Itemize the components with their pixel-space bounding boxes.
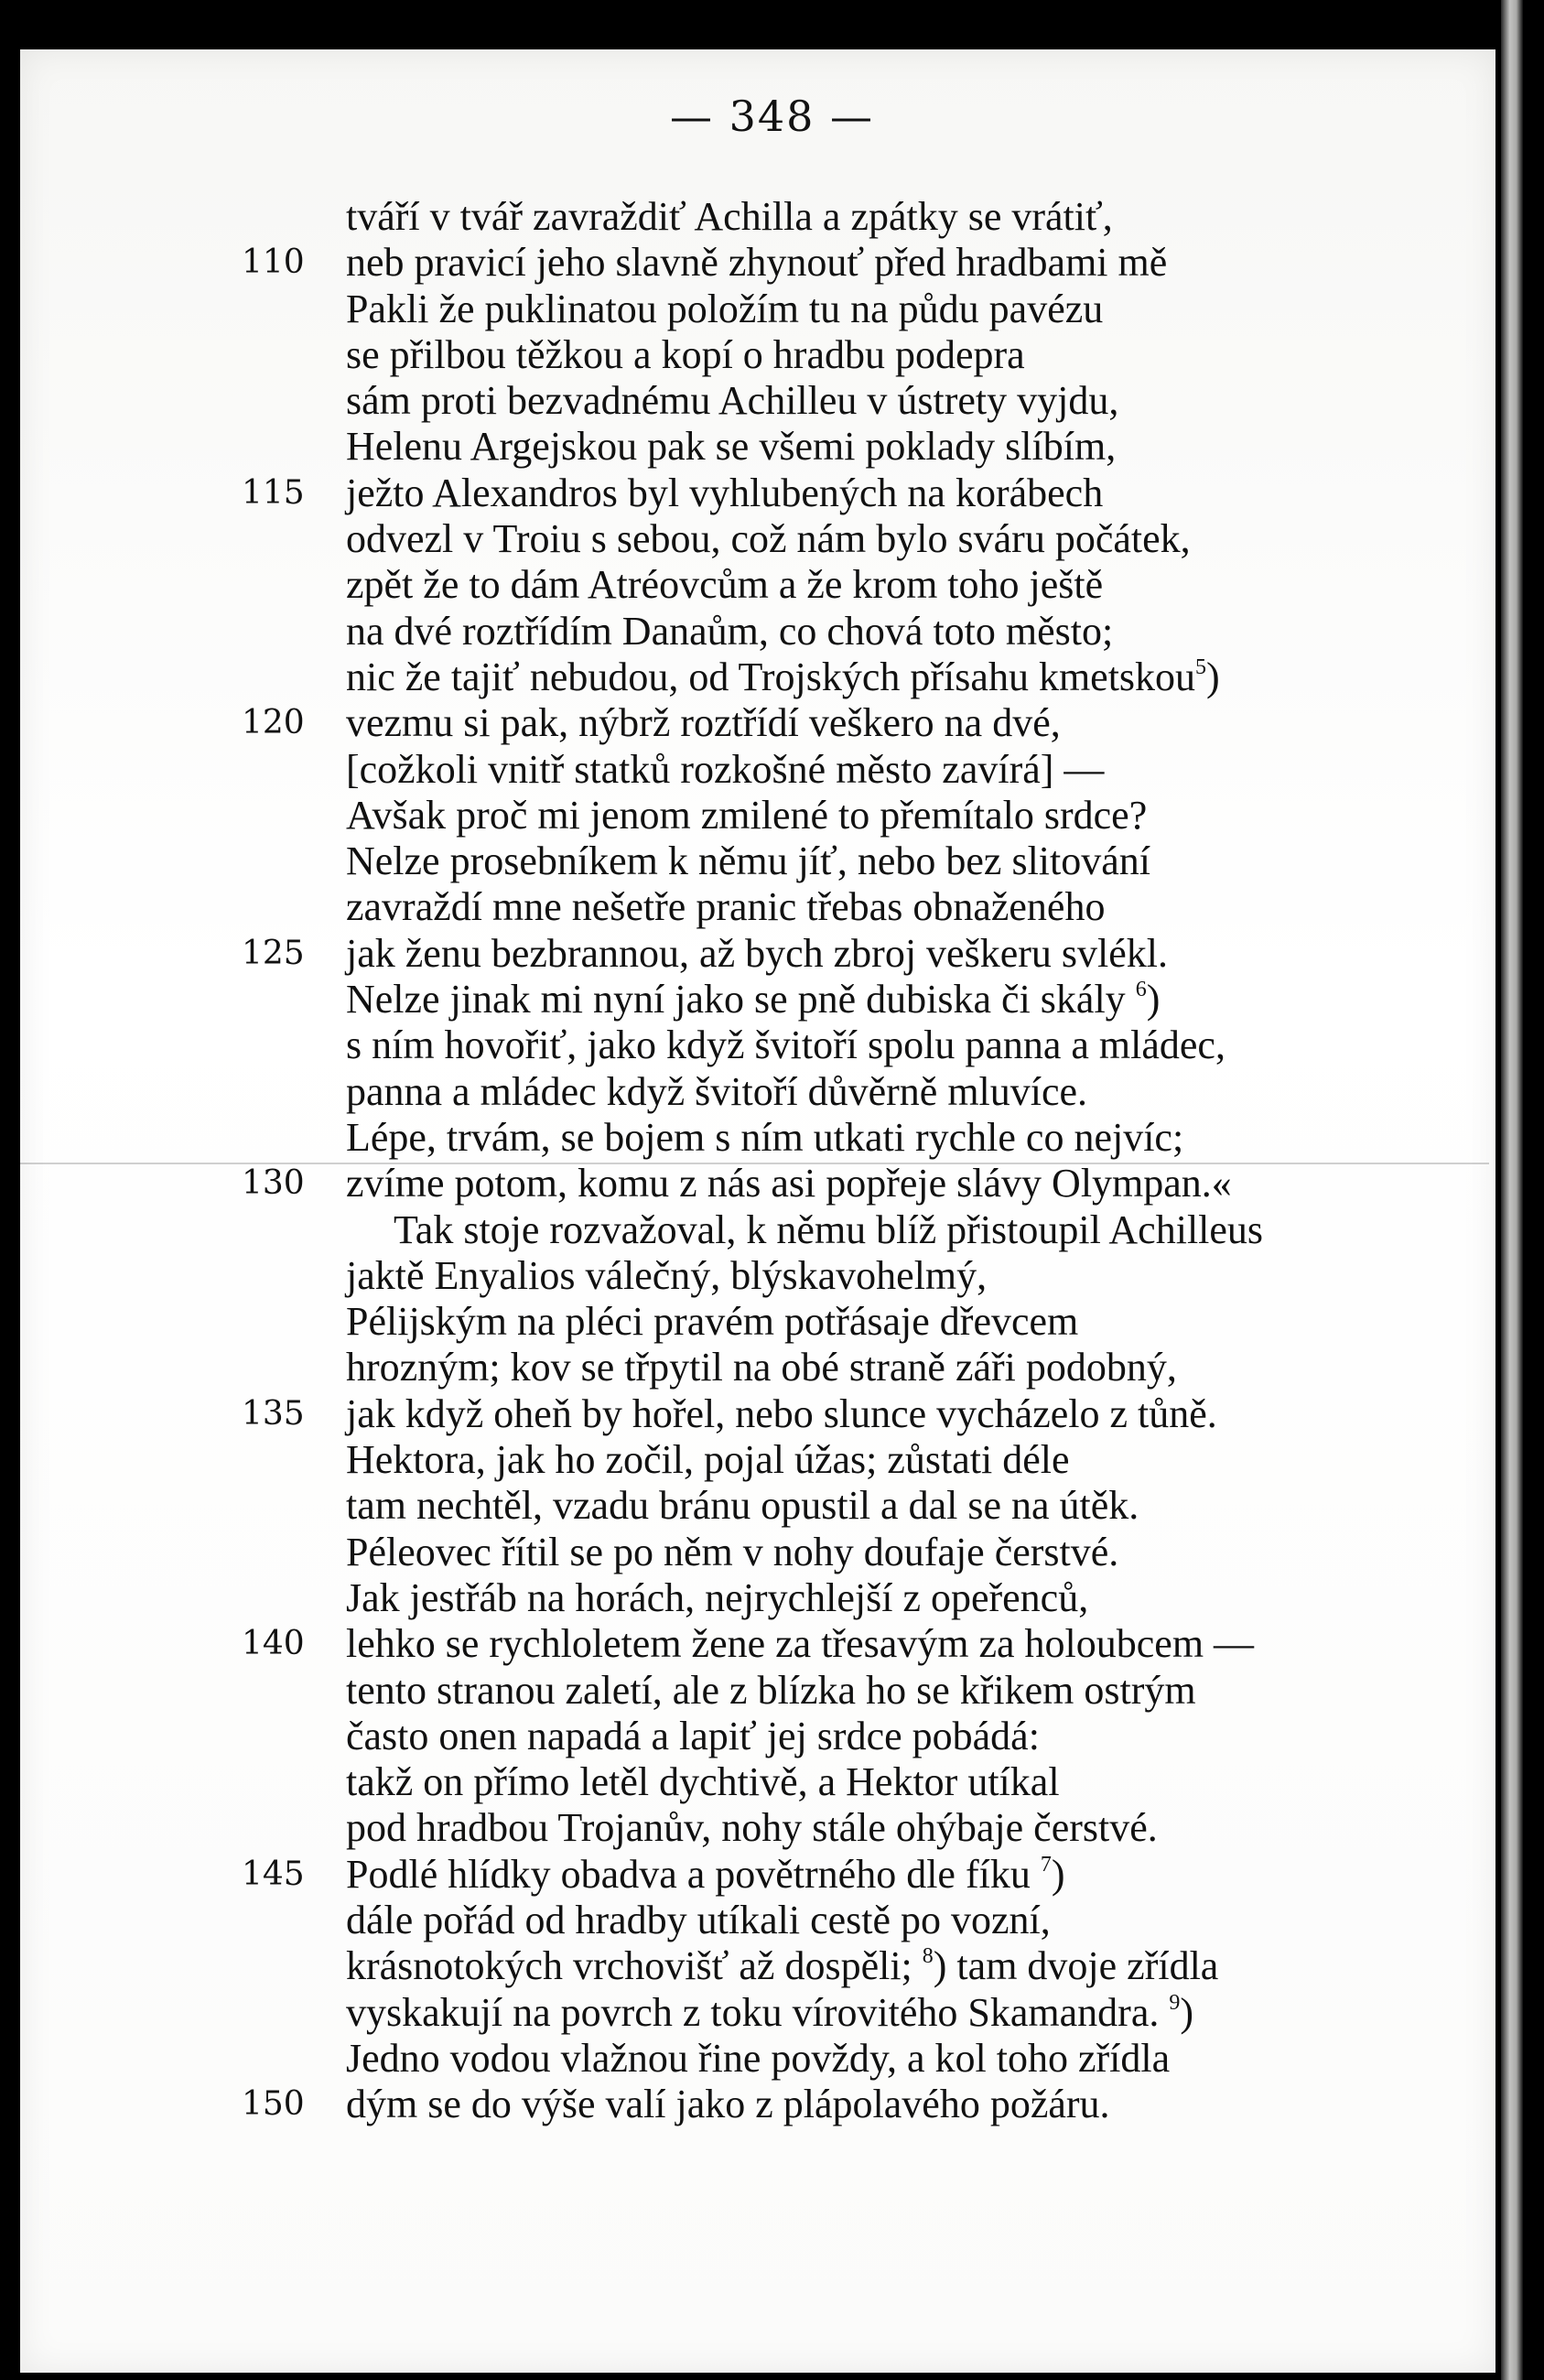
text-segment: lehko se rychloletem žene za třesavým za holoubcem — xyxy=(346,1621,1255,1667)
line-text xyxy=(346,1852,1064,1898)
text-segment: vezmu si pak, nýbrž roztřídí veškero na dvé, xyxy=(346,700,1061,746)
poem-line xyxy=(0,471,1544,516)
text-segment: Tak stoje rozvažoval, k němu blíž přistoupil Achilleus xyxy=(394,1206,1264,1252)
poem-line xyxy=(0,1437,1544,1483)
text-segment: ) xyxy=(1180,1989,1194,2035)
line-text xyxy=(346,1714,1040,1759)
line-text xyxy=(346,793,1147,838)
line-text xyxy=(346,838,1150,884)
poem-line xyxy=(0,1161,1544,1206)
text-segment: Podlé hlídky obadva a povětrného dle fíku xyxy=(346,1851,1041,1897)
poem-line xyxy=(0,1391,1544,1437)
text-segment: dále pořád od hradby utíkali cestě po vozní, xyxy=(346,1897,1051,1942)
line-text xyxy=(346,931,1168,977)
line-text xyxy=(346,194,1113,240)
poem-line xyxy=(0,332,1544,378)
line-text xyxy=(346,2082,1110,2127)
line-text xyxy=(346,1069,1087,1115)
line-text xyxy=(346,287,1103,332)
text-segment: Lépe, trvám, se bojem s ním utkati rychle co nejvíc; xyxy=(346,1114,1184,1160)
poem-line xyxy=(0,1115,1544,1161)
text-segment: Jak jestřáb na horách, nejrychlejší z opeřenců, xyxy=(346,1574,1089,1620)
line-text xyxy=(346,654,1220,700)
poem-line xyxy=(0,562,1544,608)
text-segment: tam nechtěl, vzadu bránu opustil a dal se na útěk. xyxy=(346,1483,1139,1529)
text-segment: pod hradbou Trojanův, nohy stále ohýbaje čerstvé. xyxy=(346,1805,1158,1851)
line-number: 115 xyxy=(242,473,305,512)
poem-line xyxy=(0,1759,1544,1805)
poem-line xyxy=(0,2082,1544,2127)
text-segment: zvíme potom, komu z nás asi popřeje slávy Olympan.« xyxy=(346,1161,1232,1206)
poem-line xyxy=(0,1345,1544,1390)
line-text xyxy=(346,424,1116,470)
line-text xyxy=(346,747,1104,793)
line-text xyxy=(346,562,1103,608)
line-text xyxy=(346,471,1103,516)
line-number: 145 xyxy=(242,1855,305,1893)
poem-line xyxy=(0,1990,1544,2036)
line-text xyxy=(346,609,1113,654)
text-segment: [cožkoli vnitř statků rozkošné město zavírá] — xyxy=(346,746,1105,792)
text-segment: se přilbou těžkou a kopí o hradbu podepra xyxy=(346,331,1025,377)
line-text xyxy=(346,1759,1060,1805)
poem-line xyxy=(0,1299,1544,1345)
poem-line xyxy=(0,1253,1544,1299)
poem-line xyxy=(0,747,1544,793)
line-text xyxy=(346,700,1061,746)
text-segment: Jedno vodou vlažnou řine povždy, a kol toho zřídla xyxy=(346,2035,1171,2081)
poem-line xyxy=(0,1668,1544,1714)
poem-line xyxy=(0,287,1544,332)
text-segment: panna a mládec když švitoří důvěrně mluvíce. xyxy=(346,1068,1088,1114)
line-text xyxy=(346,1161,1232,1206)
line-text xyxy=(346,1943,1218,1989)
text-segment: Pélijským na pléci pravém potřásaje dřevcem xyxy=(346,1299,1079,1345)
poem-line xyxy=(0,793,1544,838)
text-segment: jak ženu bezbrannou, až bych zbroj veškeru svlékl. xyxy=(346,930,1168,976)
line-text xyxy=(346,977,1160,1022)
poem-line xyxy=(0,838,1544,884)
line-text xyxy=(346,1668,1196,1714)
line-number: 150 xyxy=(242,2085,305,2124)
line-text xyxy=(346,1253,987,1299)
text-segment: Avšak proč mi jenom zmilené to přemítalo srdce? xyxy=(346,792,1148,838)
line-text xyxy=(346,1483,1139,1529)
line-text xyxy=(346,516,1191,562)
text-segment: nic že tajiť nebudou, od Trojských přísahu kmetskou xyxy=(346,654,1196,699)
line-number: 140 xyxy=(242,1625,305,1663)
line-text xyxy=(346,2036,1170,2082)
line-text xyxy=(346,1898,1051,1943)
line-number: 130 xyxy=(242,1164,305,1203)
poem-line xyxy=(0,654,1544,700)
line-text xyxy=(346,1391,1217,1437)
line-text xyxy=(346,332,1025,378)
text-segment: Pakli že puklinatou položím tu na půdu pavézu xyxy=(346,286,1104,331)
text-segment: ježto Alexandros byl vyhlubených na korábech xyxy=(346,470,1104,515)
poem-line xyxy=(0,516,1544,562)
line-text xyxy=(346,884,1105,930)
poem-line xyxy=(0,1805,1544,1851)
line-text xyxy=(346,1437,1070,1483)
footnote-marker: 5 xyxy=(1195,654,1207,679)
text-segment: Nelze prosebníkem k němu jíť, nebo bez slitování xyxy=(346,838,1151,884)
text-segment: ) xyxy=(1051,1851,1065,1897)
line-text xyxy=(346,1805,1158,1851)
text-segment: jak když oheň by hořel, nebo slunce vycházelo z tůně. xyxy=(346,1390,1217,1436)
line-text xyxy=(346,1299,1078,1345)
line-text xyxy=(346,1115,1183,1161)
poem-line xyxy=(0,424,1544,470)
poem-line xyxy=(0,700,1544,746)
line-number: 120 xyxy=(242,704,305,742)
poem-line xyxy=(0,194,1544,240)
poem-line xyxy=(0,2036,1544,2082)
text-segment: zavraždí mne nešetře pranic třebas obnaženého xyxy=(346,884,1106,930)
poem-line xyxy=(0,1852,1544,1898)
text-segment: odvezl v Troiu s sebou, což nám bylo sváru počátek, xyxy=(346,516,1191,562)
line-text xyxy=(346,1575,1088,1621)
text-segment: tváří v tvář zavraždiť Achilla a zpátky se vrátiť, xyxy=(346,194,1113,239)
text-segment: tento stranou zaletí, ale z blízka ho se křikem ostrým xyxy=(346,1667,1196,1713)
poem-line xyxy=(0,1483,1544,1529)
text-segment: neb pravicí jeho slavně zhynouť před hradbami mě xyxy=(346,240,1168,286)
poem-line xyxy=(0,931,1544,977)
poem-line xyxy=(0,1943,1544,1989)
footnote-marker: 7 xyxy=(1040,1852,1052,1877)
text-segment: Hektora, jak ho zočil, pojal úžas; zůstati déle xyxy=(346,1437,1070,1483)
poem-line xyxy=(0,1898,1544,1943)
line-text xyxy=(346,1345,1177,1390)
poem-line xyxy=(0,1207,1544,1253)
footnote-marker: 8 xyxy=(922,1944,934,1969)
poem-line xyxy=(0,1575,1544,1621)
text-segment: Nelze jinak mi nyní jako se pně dubiska či skály xyxy=(346,977,1136,1022)
text-segment: ) xyxy=(1206,654,1220,699)
text-segment: na dvé roztřídím Danaům, co chová toto město; xyxy=(346,608,1114,654)
text-segment: s ním hovořiť, jako když švitoří spolu panna a mládec, xyxy=(346,1022,1225,1068)
poem-line xyxy=(0,378,1544,424)
line-number: 110 xyxy=(242,243,305,282)
line-number: 135 xyxy=(242,1394,305,1433)
poem-text xyxy=(0,194,1544,2127)
poem-line xyxy=(0,1714,1544,1759)
text-segment: takž on přímo letěl dychtivě, a Hektor utíkal xyxy=(346,1759,1060,1805)
text-segment: Péleovec řítil se po něm v nohy doufaje čerstvé. xyxy=(346,1529,1119,1574)
poem-line xyxy=(0,884,1544,930)
poem-line xyxy=(0,1069,1544,1115)
text-segment: dým se do výše valí jako z plápolavého požáru. xyxy=(346,2082,1110,2127)
poem-line xyxy=(0,1621,1544,1667)
footnote-marker: 9 xyxy=(1169,1990,1181,2015)
line-text xyxy=(346,378,1118,424)
line-text xyxy=(346,240,1167,286)
text-segment: vyskakují na povrch z toku vírovitého Skamandra. xyxy=(346,1989,1170,2035)
text-segment: ) xyxy=(1146,977,1161,1022)
poem-line xyxy=(0,240,1544,286)
line-text xyxy=(394,1207,1263,1253)
poem-line xyxy=(0,1022,1544,1068)
text-segment: jaktě Enyalios válečný, blýskavohelmý, xyxy=(346,1252,988,1298)
poem-line xyxy=(0,977,1544,1022)
text-segment: ) tam dvoje zřídla xyxy=(933,1943,1219,1989)
text-segment: zpět že to dám Atréovcům a že krom toho ještě xyxy=(346,562,1104,608)
text-segment: Helenu Argejskou pak se všemi poklady slíbím, xyxy=(346,424,1117,470)
poem-line xyxy=(0,609,1544,654)
page-number: — 348 — xyxy=(669,92,875,141)
text-segment: často onen napadá a lapiť jej srdce pobádá: xyxy=(346,1713,1040,1758)
text-segment: krásnotokých vrchovišť až dospěli; xyxy=(346,1943,923,1989)
line-text xyxy=(346,1990,1193,2036)
poem-line xyxy=(0,1530,1544,1575)
text-segment: sám proti bezvadnému Achilleu v ústrety vyjdu, xyxy=(346,378,1119,424)
text-segment: hrozným; kov se třpytil na obé straně záři podobný, xyxy=(346,1345,1177,1390)
line-text xyxy=(346,1530,1118,1575)
line-text xyxy=(346,1621,1254,1667)
line-number: 125 xyxy=(242,934,305,972)
footnote-marker: 6 xyxy=(1135,978,1147,1002)
line-text xyxy=(346,1022,1225,1068)
